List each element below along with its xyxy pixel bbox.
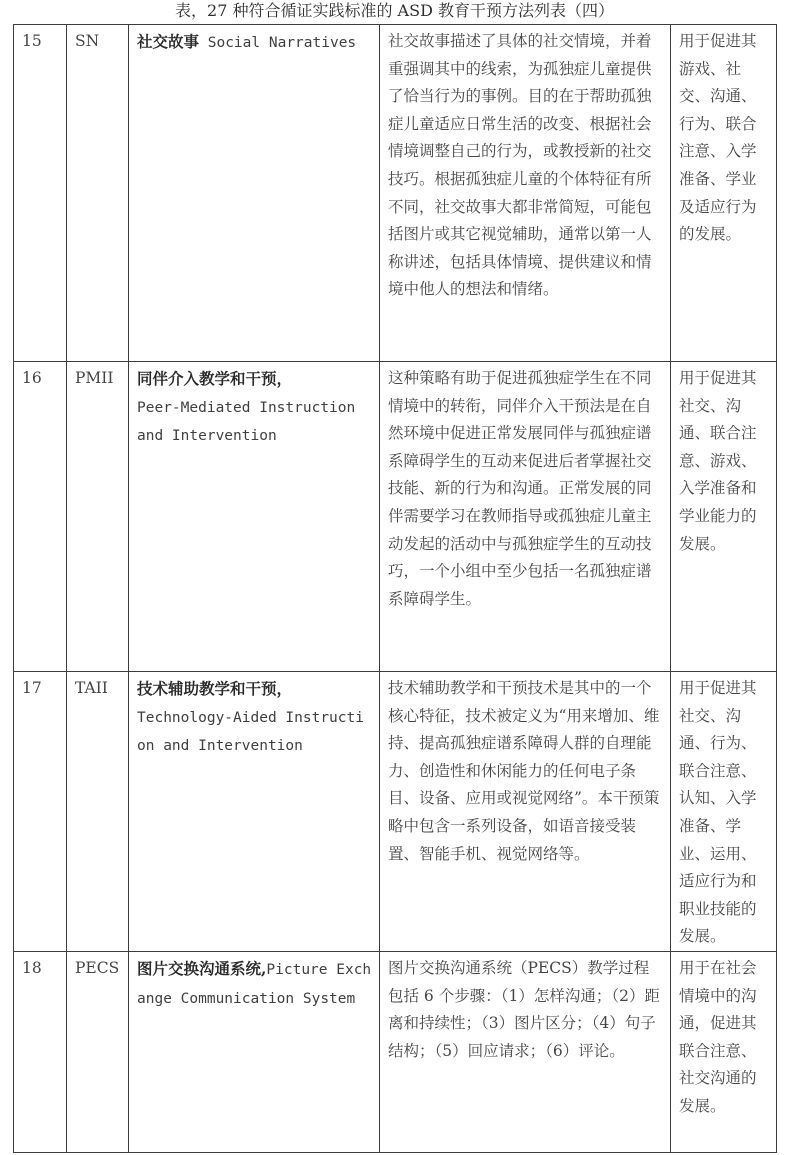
method-description: 技术辅助教学和干预技术是其中的一个核心特征，技术被定义为“用来增加、维持、提高孤独症谱系障碍人群的自理能力、创造性和休闲能力的任何电子条目、设备、应用或视觉网络”。本干预策略中包含一系列设备，如语音接受装置、智能手机、视觉网络等。 — [380, 672, 671, 952]
method-abbreviation: SN — [67, 25, 129, 362]
method-description: 图片交换沟通系统（PECS）教学过程包括 6 个步骤：（1）怎样沟通；（2）距离和持续性；（3）图片区分；（4）句子结构；（5）回应请求；（6）评论。 — [380, 952, 671, 1153]
method-name-en: Social Narratives — [199, 35, 357, 51]
method-name-cn: 图片交换沟通系统, — [137, 959, 267, 978]
row-number: 15 — [14, 25, 67, 362]
method-name-en: Technology-Aided Instruction and Intervention — [137, 709, 364, 755]
row-number: 17 — [14, 672, 67, 952]
method-name-en: Peer-Mediated Instruction and Intervention — [137, 399, 356, 445]
method-purpose: 用于在社会情境中的沟通，促进其联合注意、社交沟通的发展。 — [671, 952, 777, 1153]
table-row — [14, 672, 777, 952]
method-name — [129, 952, 380, 1153]
method-abbreviation: PMII — [67, 362, 129, 672]
table-row — [14, 952, 777, 1153]
method-name — [129, 672, 380, 952]
method-name-cn: 同伴介入教学和干预， — [137, 369, 293, 388]
row-number: 18 — [14, 952, 67, 1153]
method-purpose: 用于促进其社交、沟通、联合注意、游戏、入学准备和学业能力的发展。 — [671, 362, 777, 672]
table-row — [14, 362, 777, 672]
method-description: 这种策略有助于促进孤独症学生在不同情境中的转衔，同伴介入干预法是在自然环境中促进正常发展同伴与孤独症谱系障碍学生的互动来促进后者掌握社交技能、新的行为和沟通。正常发展的同伴需要学习在教师指导或孤独症儿童主动发起的活动中与孤独症学生的互动技巧，一个小组中至少包括一名孤独症谱系障碍学生。 — [380, 362, 671, 672]
method-name-cn: 技术辅助教学和干预， — [137, 679, 293, 698]
method-abbreviation: TAII — [67, 672, 129, 952]
method-name — [129, 25, 380, 362]
method-abbreviation: PECS — [67, 952, 129, 1153]
method-purpose: 用于促进其游戏、社交、沟通、行为、联合注意、入学准备、学业及适应行为的发展。 — [671, 25, 777, 362]
method-description: 社交故事描述了具体的社交情境，并着重强调其中的线索，为孤独症儿童提供了恰当行为的事例。目的在于帮助孤独症儿童适应日常生活的改变、根据社会情境调整自己的行为，或教授新的社交技巧。根据孤独症儿童的个体特征有所不同，社交故事大都非常简短，可能包括图片或其它视觉辅助，通常以第一人称讲述，包括具体情境、提供建议和情境中他人的想法和情绪。 — [380, 25, 671, 362]
method-purpose: 用于促进其社交、沟通、行为、联合注意、认知、入学准备、学业、运用、适应行为和职业技能的发展。 — [671, 672, 777, 952]
method-name-cn: 社交故事 — [137, 32, 200, 51]
method-name-en: Picture Exchange Communication System — [137, 962, 372, 1007]
method-name — [129, 362, 380, 672]
table-caption: 表，27 种符合循证实践标准的 ASD 教育干预方法列表（四） — [175, 1, 614, 20]
row-number: 16 — [14, 362, 67, 672]
table-row — [14, 25, 777, 362]
intervention-methods-table — [13, 24, 777, 1153]
